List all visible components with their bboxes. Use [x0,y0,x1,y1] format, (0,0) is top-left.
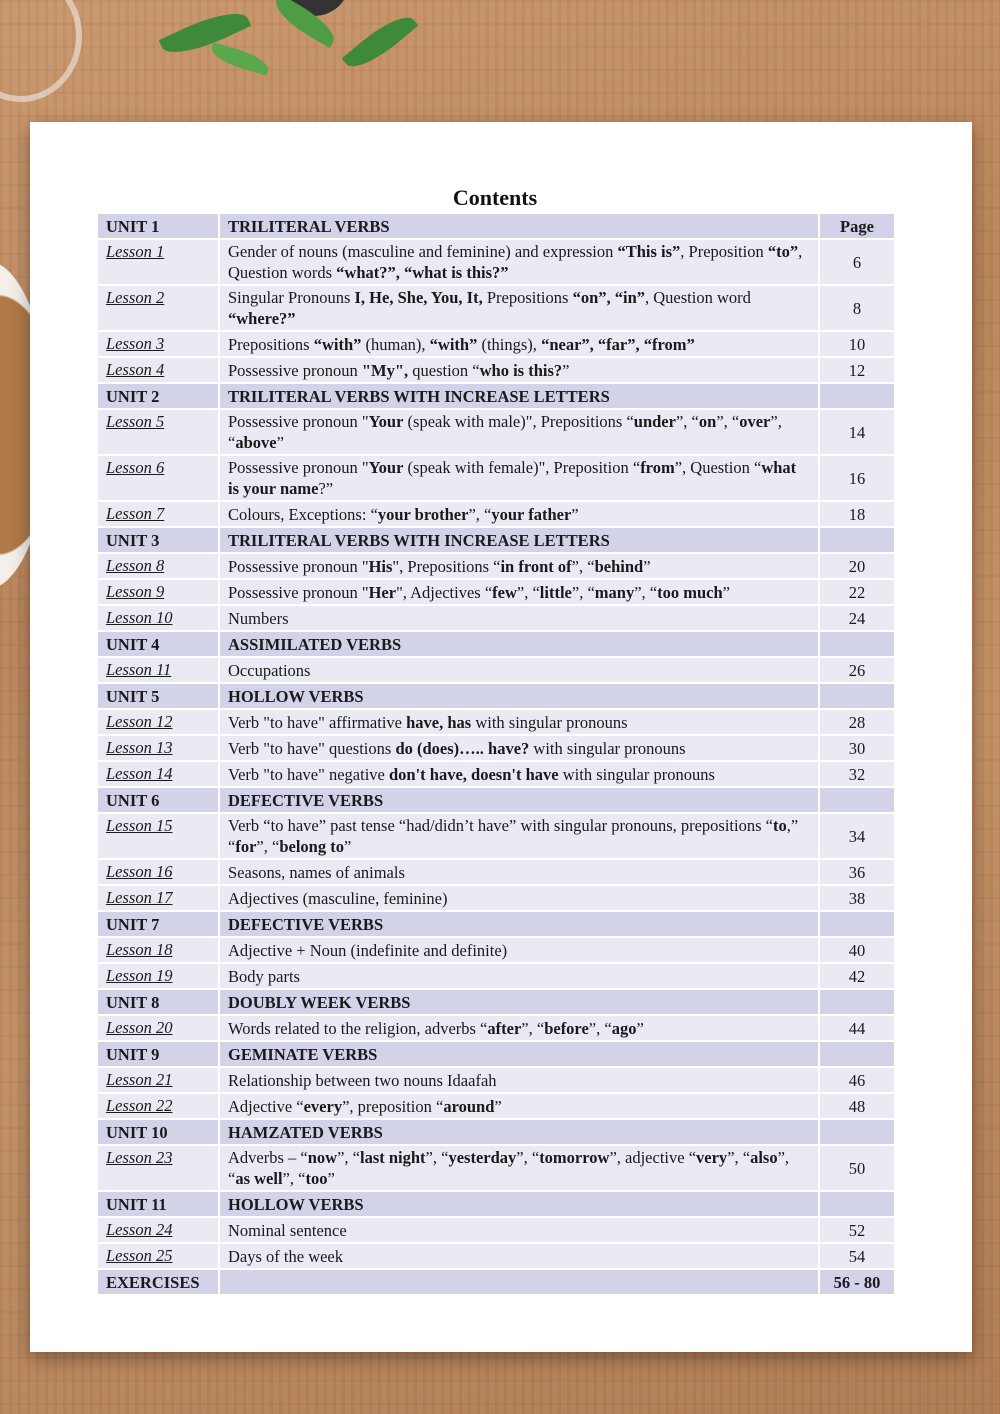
unit-label: EXERCISES [97,1269,219,1295]
bold-term: few [492,582,517,602]
page-number [819,1041,895,1067]
description-text: Possessive pronoun " [228,582,369,602]
lesson-row [97,239,895,285]
lesson-row [97,657,895,683]
description-text: ”, “ [282,1169,306,1188]
description-text: with singular pronouns [529,738,686,758]
lesson-description [219,1015,819,1041]
description-text: , Question word [645,288,751,307]
page-number [819,683,895,709]
lesson-link[interactable]: Lesson 3 [97,331,219,357]
bold-term: your father [491,504,572,524]
lesson-link[interactable]: Lesson 17 [97,885,219,911]
lesson-row [97,963,895,989]
unit-row [97,911,895,937]
description-text: Adjectives (masculine, feminine) [228,888,448,908]
bold-term: after [487,1018,522,1038]
description-text: ”, adjective “ [609,1148,697,1167]
description-text: with singular pronouns [558,764,715,784]
unit-row [97,213,895,239]
unit-title: HOLLOW VERBS [219,1191,819,1217]
description-text: ”, “ [727,1148,751,1167]
bold-term: in front of [500,556,572,576]
page-number: 38 [819,885,895,911]
lesson-row [97,501,895,527]
description-text: ”, “ [468,504,492,524]
lesson-link[interactable]: Lesson 25 [97,1243,219,1269]
unit-title: HAMZATED VERBS [219,1119,819,1145]
lesson-link[interactable]: Lesson 1 [97,239,219,285]
lesson-row [97,885,895,911]
lesson-link[interactable]: Lesson 16 [97,859,219,885]
page-number: 42 [819,963,895,989]
bold-term: ago [611,1018,637,1038]
description-text: ”, Question “ [674,458,762,477]
bold-term: around [443,1096,495,1116]
page-number: 18 [819,501,895,527]
lesson-description [219,1145,819,1191]
page-title: Contents [452,185,538,210]
lesson-description [219,1243,819,1269]
page-number: Page [819,213,895,239]
unit-label: UNIT 8 [97,989,219,1015]
description-text: ”, preposition “ [342,1096,444,1116]
lesson-description [219,1067,819,1093]
page-number: 34 [819,813,895,859]
description-text: ” [643,556,651,576]
description-text: , Preposition [680,242,768,261]
lesson-description [219,455,819,501]
unit-row [97,787,895,813]
bold-term: "My", [361,360,409,380]
bold-term: do (does)….. have? [395,738,530,758]
lesson-row [97,1243,895,1269]
bold-term: above [235,433,277,452]
lesson-row [97,285,895,331]
bold-term: every [303,1096,343,1116]
lesson-link[interactable]: Lesson 19 [97,963,219,989]
bold-term: on [698,412,717,431]
lesson-link[interactable]: Lesson 5 [97,409,219,455]
description-text: Numbers [228,608,289,628]
bold-term: Your [368,412,404,431]
bold-term: too much [657,582,723,602]
unit-row [97,1191,895,1217]
description-text: (things), [477,334,542,354]
page-number: 36 [819,859,895,885]
bold-term: belong to [279,837,344,856]
lesson-description [219,657,819,683]
description-text: ”, “ [521,1018,545,1038]
lesson-link[interactable]: Lesson 13 [97,735,219,761]
lesson-link[interactable]: Lesson 22 [97,1093,219,1119]
description-text: Verb "to have" questions [228,738,396,758]
lesson-row [97,409,895,455]
description-text: Days of the week [228,1246,344,1266]
page-number: 56 - 80 [819,1269,895,1295]
unit-row [97,383,895,409]
unit-row [97,1119,895,1145]
page-number [819,1191,895,1217]
description-text: Adjective “ [228,1096,304,1116]
page-number [819,911,895,937]
description-text: Adjective + Noun (indefinite and definite) [228,940,508,960]
unit-label: UNIT 2 [97,383,219,409]
unit-title: TRILITERAL VERBS WITH INCREASE LETTERS [219,527,819,553]
unit-row [97,683,895,709]
bold-term: before [544,1018,589,1038]
bold-term: “This is” [617,242,681,261]
page-number: 24 [819,605,895,631]
bold-term: little [539,582,572,602]
description-text: Possessive pronoun " [228,412,369,431]
description-text: Adverbs – “ [228,1148,308,1167]
page-number: 52 [819,1217,895,1243]
page-number [819,787,895,813]
document-page [30,122,972,1352]
description-text: ", Adjectives “ [396,582,493,602]
page-number [819,631,895,657]
page-number [819,1119,895,1145]
description-text: ”, “ [675,412,699,431]
bold-term: “to” [767,242,799,261]
page-number: 14 [819,409,895,455]
description-text: ,” “ [228,816,799,856]
unit-title: DEFECTIVE VERBS [219,787,819,813]
lesson-link[interactable]: Lesson 12 [97,709,219,735]
unit-row [97,631,895,657]
description-text: (human), [361,334,430,354]
description-text: Occupations [228,660,311,680]
description-text: question “ [408,360,480,380]
description-text: Verb “to have” past tense “had/didn’t have” with singular pronouns, prepositions “ [228,816,773,835]
lesson-description [219,859,819,885]
bold-term: from [640,458,675,477]
bold-term: who is this? [479,360,563,380]
description-text: Verb "to have" negative [228,764,389,784]
lesson-description [219,331,819,357]
bold-term: over [739,412,771,431]
bold-term: behind [594,556,644,576]
bold-term: “near”, “far”, “from” [541,334,695,354]
bold-term: many [594,582,635,602]
bold-term: “what?”, “what is this?” [336,263,509,282]
unit-label: UNIT 3 [97,527,219,553]
unit-label: UNIT 6 [97,787,219,813]
lesson-link[interactable]: Lesson 9 [97,579,219,605]
lesson-link[interactable]: Lesson 11 [97,657,219,683]
unit-title: DOUBLY WEEK VERBS [219,989,819,1015]
description-text: ” [494,1096,502,1116]
page-number: 16 [819,455,895,501]
page-number: 26 [819,657,895,683]
bold-term: for [235,837,257,856]
unit-title: TRILITERAL VERBS [219,213,819,239]
lesson-row [97,579,895,605]
lesson-description [219,1093,819,1119]
description-text: ” [636,1018,644,1038]
description-text: ”, “ [228,1148,790,1188]
bold-term: don't have, doesn't have [389,764,559,784]
bold-term: have, has [406,712,472,732]
lesson-row [97,1015,895,1041]
lesson-description [219,285,819,331]
lesson-description [219,239,819,285]
page-number: 32 [819,761,895,787]
lesson-link[interactable]: Lesson 21 [97,1067,219,1093]
lesson-row [97,709,895,735]
description-text: Possessive pronoun " [228,458,369,477]
lesson-link[interactable]: Lesson 14 [97,761,219,787]
unit-title: HOLLOW VERBS [219,683,819,709]
description-text: Prepositions [228,334,314,354]
page-number [819,527,895,553]
description-text: ”, “ [516,1148,540,1167]
page-number: 28 [819,709,895,735]
lesson-description [219,813,819,859]
description-text: ”, “ [571,556,595,576]
lesson-row [97,605,895,631]
bold-term: Your [368,458,404,477]
page-number: 30 [819,735,895,761]
lesson-row [97,937,895,963]
description-text: ”, “ [634,582,658,602]
lesson-row [97,859,895,885]
description-text: Gender of nouns (masculine and feminine) and expression [228,242,618,261]
description-text: ”, “ [228,412,782,452]
bold-term: very [696,1148,728,1167]
description-text: Seasons, names of animals [228,862,405,882]
page-number: 44 [819,1015,895,1041]
description-text: ”, “ [588,1018,612,1038]
lesson-description [219,963,819,989]
unit-label: UNIT 5 [97,683,219,709]
description-text: ”, “ [516,582,540,602]
page-number: 6 [819,239,895,285]
description-text: Body parts [228,966,300,986]
description-text: Nominal sentence [228,1220,347,1240]
bold-term: what is your name [228,458,797,498]
page-number [819,383,895,409]
lesson-link[interactable]: Lesson 2 [97,285,219,331]
description-text: ” [722,582,730,602]
lesson-link[interactable]: Lesson 18 [97,937,219,963]
page-number: 54 [819,1243,895,1269]
page-number: 48 [819,1093,895,1119]
unit-title: ASSIMILATED VERBS [219,631,819,657]
page-number: 40 [819,937,895,963]
lesson-description [219,709,819,735]
bold-term: “where?” [228,309,296,328]
lesson-row [97,735,895,761]
description-text: ”, “ [256,837,280,856]
unit-row [97,1269,895,1295]
lesson-row [97,1067,895,1093]
lesson-description [219,605,819,631]
glass-decoration [0,0,82,102]
lesson-description [219,553,819,579]
lesson-link[interactable]: Lesson 7 [97,501,219,527]
bold-term: to [772,816,787,835]
lesson-description [219,937,819,963]
unit-row [97,527,895,553]
bold-term: too [305,1169,328,1188]
lesson-link[interactable]: Lesson 4 [97,357,219,383]
description-text: with singular pronouns [471,712,628,732]
bold-term: as well [235,1169,283,1188]
page-number: 8 [819,285,895,331]
unit-title: TRILITERAL VERBS WITH INCREASE LETTERS [219,383,819,409]
bold-term: your brother [377,504,469,524]
lesson-row [97,1217,895,1243]
lesson-link[interactable]: Lesson 8 [97,553,219,579]
bold-term: also [750,1148,778,1167]
lesson-description [219,579,819,605]
description-text: ”, “ [425,1148,449,1167]
description-text: ” [327,1169,335,1188]
lesson-description [219,885,819,911]
description-text: ”, “ [337,1148,360,1167]
lesson-row [97,357,895,383]
lesson-link[interactable]: Lesson 20 [97,1015,219,1041]
unit-title [219,1269,819,1295]
lesson-row [97,761,895,787]
plant-decoration [150,0,410,110]
bold-term: tomorrow [539,1148,610,1167]
description-text: Verb "to have" affirmative [228,712,407,732]
lesson-link[interactable]: Lesson 6 [97,455,219,501]
description-text: ” [276,433,284,452]
unit-label: UNIT 4 [97,631,219,657]
lesson-description [219,735,819,761]
lesson-description [219,1217,819,1243]
bold-term: “with” [313,334,362,354]
page-number: 12 [819,357,895,383]
lesson-row [97,331,895,357]
page-number: 22 [819,579,895,605]
description-text: ” [571,504,579,524]
page-number: 50 [819,1145,895,1191]
bold-term: now [307,1148,338,1167]
unit-title: DEFECTIVE VERBS [219,911,819,937]
lesson-row [97,553,895,579]
unit-label: UNIT 11 [97,1191,219,1217]
description-text: (speak with female)", Preposition “ [403,458,641,477]
lesson-link[interactable]: Lesson 23 [97,1145,219,1191]
description-text: Relationship between two nouns Idaafah [228,1070,497,1090]
lesson-link[interactable]: Lesson 24 [97,1217,219,1243]
lesson-description [219,501,819,527]
lesson-row [97,813,895,859]
bold-term: Her [368,582,397,602]
description-text: (speak with male)", Prepositions “ [403,412,634,431]
page-number: 10 [819,331,895,357]
description-text: Singular Pronouns [228,288,355,307]
contents-table [96,212,896,1296]
unit-row [97,989,895,1015]
lesson-description [219,357,819,383]
unit-row [97,1041,895,1067]
unit-label: UNIT 7 [97,911,219,937]
lesson-row [97,1145,895,1191]
lesson-link[interactable]: Lesson 10 [97,605,219,631]
description-text: ”, “ [716,412,740,431]
description-text: Words related to the religion, adverbs “ [228,1018,488,1038]
bold-term: I, He, She, You, It, [354,288,483,307]
bold-term: last night [359,1148,426,1167]
lesson-row [97,455,895,501]
description-text: ", Prepositions “ [392,556,501,576]
lesson-link[interactable]: Lesson 15 [97,813,219,859]
lesson-description [219,761,819,787]
bold-term: under [633,412,676,431]
unit-label: UNIT 9 [97,1041,219,1067]
description-text: ?” [318,479,334,498]
description-text: , Question words [228,242,803,282]
page-number: 46 [819,1067,895,1093]
page-number [819,989,895,1015]
description-text: Colours, Exceptions: “ [228,504,378,524]
lesson-description [219,409,819,455]
lesson-row [97,1093,895,1119]
bold-term: “on”, “in” [572,288,645,307]
bold-term: His [368,556,393,576]
unit-label: UNIT 10 [97,1119,219,1145]
unit-title: GEMINATE VERBS [219,1041,819,1067]
description-text: ”, “ [571,582,595,602]
description-text: ” [343,837,352,856]
bold-term: yesterday [448,1148,517,1167]
description-text: Prepositions [482,288,573,307]
description-text: Possessive pronoun " [228,556,369,576]
unit-label: UNIT 1 [97,213,219,239]
page-number: 20 [819,553,895,579]
description-text: Possessive pronoun [228,360,362,380]
description-text: ” [562,360,570,380]
bold-term: “with” [429,334,478,354]
